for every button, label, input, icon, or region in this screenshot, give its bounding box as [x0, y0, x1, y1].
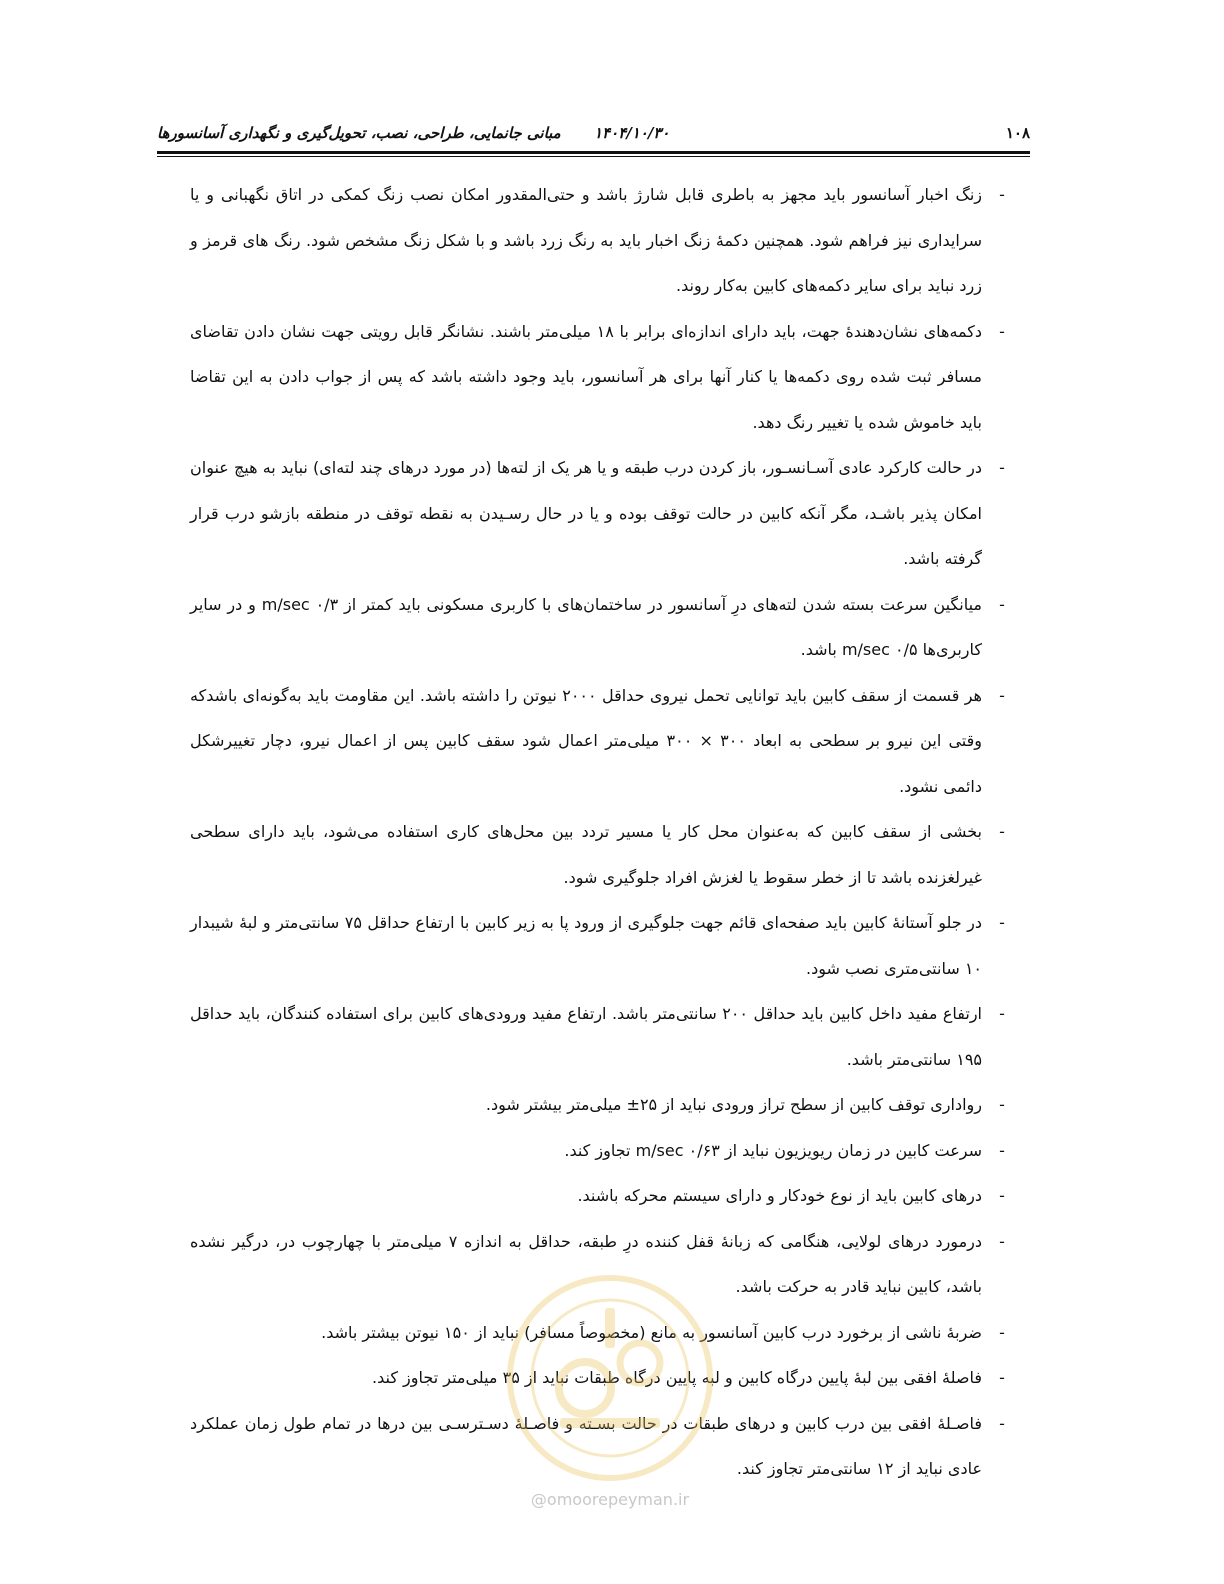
bullet-text: ارتفاع مفید داخل کابین باید حداقل ۲۰۰ سانتی‌متر باشد. ارتفاع مفید ورودی‌های کابین برای استفاده کنندگان، باید حداقل ۱۹۵ سانتی‌متر باشد. — [190, 1004, 982, 1069]
bullet-item-door-opening — [190, 445, 1012, 582]
bullet-dash: - — [999, 1004, 1005, 1023]
bullet-item-sill-gap — [190, 1355, 1012, 1401]
header-book-title: مبانی جانمایی، طراحی، نصب، تحویل‌گیری و نگهداری آسانسورها — [157, 124, 561, 142]
bullet-item-roof-strength — [190, 673, 1012, 810]
bullet-dash: - — [999, 458, 1005, 477]
bullet-dash: - — [999, 321, 1005, 341]
bullet-dash: - — [999, 913, 1005, 932]
bullet-text: بخشی از سقف کابین که به‌عنوان محل کار یا مسیر تردد بین محل‌های کاری استفاده می‌شود، باید دارای سطحی غیرلغزنده باشد تا از خطر سقوط یا لغزش افراد جلوگیری شود. — [190, 822, 982, 887]
bullet-item-closing-speed — [190, 582, 1012, 673]
bullet-text: ضربهٔ ناشی از برخورد درب کابین آسانسور به مانع (مخصوصاً مسافر) نباید از ۱۵۰ نیوتن بیشتر باشد. — [321, 1322, 982, 1342]
bullet-dash: - — [999, 1186, 1005, 1205]
bullet-item-direction-buttons — [190, 309, 1012, 446]
bullet-item-cabin-height — [190, 991, 1012, 1082]
bullet-item-inspection-speed — [190, 1128, 1012, 1174]
bullet-dash: - — [999, 594, 1005, 614]
bullet-text: فاصلهٔ افقی بین لبهٔ پایین درگاه کابین و لبه پایین درگاه طبقات نباید از ۳۵ میلی‌متر تجاوز کند. — [372, 1368, 982, 1387]
bullet-text: درهای کابین باید از نوع خودکار و دارای سیستم محرکه باشند. — [577, 1186, 982, 1205]
bullet-dash: - — [999, 1413, 1005, 1433]
bullet-text: میانگین سرعت بسته شدن لته‌های درِ آسانسور در ساختمان‌های با کاربری مسکونی باید کمتر از m/sec ۰/۳ و در سایر کاربری‌ها m/sec ۰/۵ باشد. — [190, 594, 982, 659]
bullet-list — [190, 172, 1012, 1492]
bullet-text: هر قسمت از سقف کابین باید توانایی تحمل نیروی حداقل ۲۰۰۰ نیوتن را داشته باشد. این مقاومت باید به‌گونه‌ای باشدکه وقتی این نیرو بر سطحی به ابعاد ۳۰۰ × ۳۰۰ میلی‌متر اعمال شود سقف کابین پس از اعمال نیرو، دچار تغییرشکل دائمی نشود. — [190, 685, 983, 796]
bullet-text: درمورد درهای لولایی، هنگامی که زبانهٔ قفل کننده درِ طبقه، حداقل به اندازه ۷ میلی‌متر با چهارچوب در، درگیر نشده باشد، کابین نباید قادر به حرکت باشد. — [190, 1231, 982, 1296]
bullet-item-hinged-doors — [190, 1219, 1012, 1310]
bullet-text: در حالت کارکرد عادی آسـانسـور، باز کردن درب طبقه و یا هر یک از لته‌ها (در مورد درهای چند لته‌ای) نباید به هیچ عنوان امکان پذیر باشـد، مگر آنکه کابین در حالت توقف بوده و یا در حال رسـیدن به نقطه توقف در منطقه بازشو درب قرار گرفته باشد. — [190, 458, 982, 568]
bullet-text: فاصـلهٔ افقی بین درب کابین و درهای طبقات در حالت بسـته و فاصـلهٔ دسـترسـی بین درها در تمام طول زمان عملکرد عادی نباید از ۱۲ سانتی‌متر تجاوز کند. — [190, 1413, 982, 1478]
bullet-dash: - — [999, 1231, 1005, 1251]
bullet-dash: - — [999, 822, 1005, 841]
bullet-item-alarm-bell — [190, 172, 1012, 309]
bullet-text: دکمه‌های نشان‌دهندهٔ جهت، باید دارای اندازه‌ای برابر با ۱۸ میلی‌متر باشند. نشانگر قابل رویتی جهت نشان دادن تقاضای مسافر ثبت شده روی دکمه‌ها یا کنار آنها برای هر آسانسور، باید وجود داشته باشد که پس از جواب دادن به این تقاضا باید خاموش شده یا تغییر رنگ دهد. — [190, 321, 983, 432]
bullet-dash: - — [999, 185, 1005, 204]
bullet-item-door-impact — [190, 1310, 1012, 1356]
bullet-item-roof-surface — [190, 809, 1012, 900]
watermark-text: @omoorepeyman.ir — [530, 1490, 690, 1509]
bullet-dash: - — [999, 1322, 1005, 1342]
bullet-item-automatic-doors — [190, 1173, 1012, 1219]
bullet-dash: - — [999, 1140, 1005, 1160]
bullet-text: سرعت کابین در زمان ریویزیون نباید از m/sec ۰/۶۳ تجاوز کند. — [564, 1140, 982, 1160]
bullet-text: رواداری توقف کابین از سطح تراز ورودی نباید از ۲۵± میلی‌متر بیشتر شود. — [485, 1095, 982, 1114]
bullet-dash: - — [999, 685, 1005, 705]
bullet-item-toe-guard — [190, 900, 1012, 991]
header-rule-thin — [157, 156, 1030, 157]
bullet-dash: - — [999, 1095, 1005, 1114]
bullet-item-leveling-tolerance — [190, 1082, 1012, 1128]
bullet-text: در جلو آستانهٔ کابین باید صفحه‌ای قائم جهت جلوگیری از ورود پا به زیر کابین با ارتفاع حداقل ۷۵ سانتی‌متر و لبهٔ شیبدار ۱۰ سانتی‌متری نصب شود. — [190, 913, 983, 978]
bullet-dash: - — [999, 1368, 1005, 1387]
header-page-number: ۱۰۸ — [1005, 124, 1030, 142]
bullet-text: زنگ اخبار آسانسور باید مجهز به باطری قابل شارژ باشد و حتی‌المقدور امکان نصب زنگ کمکی در اتاق نگهبانی و یا سرایداری نیز فراهم شود. همچنین دکمهٔ زنگ اخبار باید به رنگ زرد باشد و با شکل زنگ مشخص شود. رنگ های قرمز و زرد نباید برای سایر دکمه‌های کابین به‌کار روند. — [190, 185, 982, 295]
bullet-item-door-gap — [190, 1401, 1012, 1492]
header-rule — [157, 151, 1030, 154]
page-header — [157, 118, 1030, 156]
header-date: ۱۴۰۴/۱۰/۳۰ — [594, 124, 670, 142]
